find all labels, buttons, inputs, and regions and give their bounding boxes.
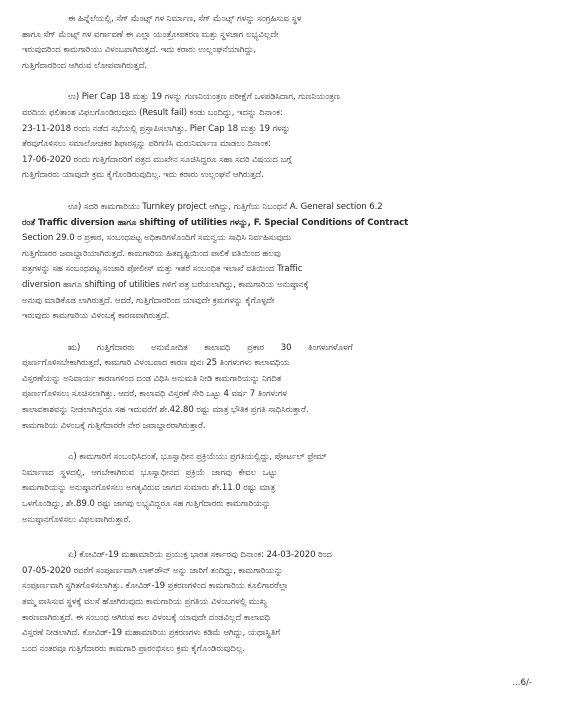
text-line: ಬಂದ ನಂತರವೂ ಗುತ್ತಿಗೆದಾರರು ಕಾಮಗಾರಿ ಪ್ರಾರಂಭಿಸಲು ಕ್ರಮ ಕೈಗೊಂಡಿರುವುದಿಲ್ಲ. [22, 643, 246, 654]
paragraph-e-land [22, 450, 542, 528]
text-line: ವಿಸ್ತರಣೆಯನ್ನು ಅನಿವಾರ್ಯ ಕಾರಣಗಳಿಂದ ದಂಡ ವಿಧಿಸಿ ಅನುಮತಿ ನೀಡಿ ಕಾಮಗಾರಿಯನ್ನು ನಿಗದಿತ [22, 373, 282, 384]
text-line: ಪೂರ್ಣಗೊಳಿಸಲು ಸೂಚಿಸಲಾಗಿತ್ತು. ಆದರೆ, ಕಾಲಾವಧಿ ವಿಸ್ತರಣೆ ಸೇರಿ ಒಟ್ಟು 4 ವರ್ಷ 7 ತಿಂಗಳುಗಳ [22, 389, 287, 400]
text-line: ಕಾಮಗಾರಿಯನ್ನು ಅನುಷ್ಠಾನಗೊಳಿಸಲು ಅಗತ್ಯವಿರುವ ಜಾಗದ ಸುಮಾರು ಶೇ.11.0 ರಷ್ಟು ಮಾತ್ರ [22, 483, 276, 494]
text-line: ಊ) ಸದರಿ ಕಾಮಗಾರಿಯು Turnkey project ಆಗಿದ್ದು, ಗುತ್ತಿಗೆಯ ನಿಬಂಧನೆ A. General section 6.2 [68, 201, 383, 212]
text-line: ನಿರ್ಮಾಣದ ಸ್ಥಳದಲ್ಲಿ, ಆಗಬೇಕಾಗಿರುವ ಭೂಸ್ವಾಧೀನದ ಪ್ರಕ್ರಿಯೆ ಜಾಗವು ಕೇವಲ ಒಟ್ಟು [22, 467, 278, 478]
text-line: ಕಾಮಗಾರಿಯ ವಿಳಂಬಕ್ಕೆ ಗುತ್ತಿಗೆದಾರರೇ ನೇರ ಜವಾಬ್ದಾರರಾಗಿರುತ್ತಾರೆ. [22, 420, 206, 431]
text-line: ಪತ್ರಗಳನ್ನು ಸಹ ಸಂಬಂಧಪಟ್ಟ ಸಂಚಾರಿ ಪೋಲೀಸ್ ಮತ್ತು ಇತರೆ ಸಂಬಂಧಿತ ಇಲಾಖೆ ವತಿಯಿಂದ Traffic [22, 264, 303, 275]
text-line: ಏ) ಕೋವಿಡ್-19 ಮಹಾಮಾರಿಯ ಪ್ರಯುಕ್ತ ಭಾರತ ಸರ್ಕಾರವು ದಿನಾಂಕ: 24-03-2020 ರಿಂದ [68, 550, 332, 561]
text-line: ಗುತ್ತಿಗೆದಾರರಿಂದ ಆಗಿರುವ ಲೋಪವಾಗಿರುತ್ತದೆ. [22, 60, 148, 71]
paragraph-ee-covid [22, 548, 542, 657]
text-line: ಈ ಹಿನ್ನೆಲೆಯಲ್ಲಿ, ಸೆಗ್ ಮೆಂಟ್ಸ್ ಗಳ ನಿರ್ಮಾಣ, ಸೆಗ್ ಮೆಂಟ್ಸ್ ಗಳನ್ನು ಸಂಗ್ರಹಿಸುವ ಸ್ಥಳ [68, 14, 302, 24]
text-line: ಸಂಪೂರ್ಣವಾಗಿ ಸ್ಥಗಿತಗೊಳಿಸಲಾಗಿತ್ತು. ಕೋವಿಡ್-19 ಪ್ರಕರಣಗಳಿಂದ ಕಾಮಗಾರಿಯ ಕೂಲಿಗಾರರೆಲ್ಲಾ [22, 581, 289, 592]
text-line: ಗುತ್ತಿಗೆದಾರರು ಯಾವುದೇ ಕ್ರಮ ಕೈಗೊಂಡಿರುವುದಿಲ್ಲ. ಇದು ಕರಾರು ಉಲ್ಲಂಘನೆ ಆಗಿರುತ್ತದೆ. [22, 170, 264, 181]
paragraph-ru-timeline [22, 341, 542, 435]
text-line: ವರದಿಯ ಫಲಿತಾಂಶ ವಿಫಲಗೊಂಡಿರುವುದು (Result fail) ಕಂಡು ಬಂದಿದ್ದು, ಇದನ್ನು ದಿನಾಂಕ: [22, 107, 283, 118]
text-line: 23-11-2018 ರಂದು ನಡೆದ ಸಭೆಯಲ್ಲಿ ಪ್ರಸ್ತಾಪಿಸಲಾಗಿತ್ತು. Pier Cap 18 ಮತ್ತು 19 ಗಳನ್ನು [22, 123, 291, 134]
text-line: ವಿಸ್ತರಣೆ ನೀಡಲಾಗಿದೆ. ಕೋವಿಡ್-19 ಮಹಾಮಾರಿಯ ಪ್ರಕರಣಗಳು ಕಡಿಮೆ ಆಗಿದ್ದು, ಯಥಾಸ್ಥಿತಿಗೆ [22, 628, 281, 639]
text-line: ಇರುವುದರಿಂದ ಕಾಮಗಾರಿಯು ವಿಳಂಬವಾಗಿರುತ್ತದೆ. ಇದು ಕರಾರು ಉಲ್ಲಂಘನೆಯಾಗಿದ್ದು, [22, 45, 256, 56]
text-line: Section 29.0 ರ ಪ್ರಕಾರ, ಸಂಬಂಧಪಟ್ಟ ಅಧಿಕಾರಿಗಳೊಂದಿಗೆ ಸಮನ್ವಯ ಸಾಧಿಸಿ ನಿರ್ವಹಿಸುವುದು [22, 233, 292, 244]
text-line: ಕಾರಣವಾಗಿರುತ್ತದೆ. ಈ ಸಂಬಂಧ ಆಗಿರುವ ಕಾಲ ವಿಳಂಬಕ್ಕೆ ಯಾವುದೇ ದಂಡವಿಲ್ಲದೆ ಕಾಲಾವಧಿ [22, 612, 271, 623]
text-line: ಗುತ್ತಿಗೆದಾರರ ಜವಾಬ್ದಾರಿಯಾಗಿರುತ್ತದೆ. ಕಾಮಗಾರಿಯ ಹಿತದೃಷ್ಟಿಯಿಂದ ಪಾಲಿಕೆ ವತಿಯಿಂದ ಹಲವು [22, 248, 281, 259]
text-line: 17-06-2020 ರಂದು ಗುತ್ತಿಗೆದಾರರಿಗೆ ಪತ್ರದ ಮುಖೇನ ಸೂಚಿಸಿದ್ದರೂ ಸಹಾ ಸದರಿ ವಿಷಯದ ಬಗ್ಗೆ [22, 154, 292, 165]
paragraph-intro [22, 12, 542, 74]
text-line: ಅನುಷ್ಠಾನಗೊಳಿಸಲು ವಿಫಲವಾಗಿರುತ್ತಾರೆ. [22, 514, 131, 525]
paragraph-u-pier-cap [22, 90, 542, 184]
text-line: ಪೂರ್ಣಗೊಳಿಸಬೇಕಾಗಿರುತ್ತದೆ, ಕಾಮಗಾರಿ ವಿಳಂಬವಾದ ಕಾರಣ ಪುನಃ 25 ತಿಂಗಳುಗಳು ಕಾಲಾವಧಿಯ [22, 358, 290, 369]
paragraph-uu-turnkey [22, 200, 542, 325]
text-line: ಅನುವು ಮಾಡಿಕೊಡ ಲಾಗಿರುತ್ತದೆ. ಆದರೆ, ಗುತ್ತಿಗೆದಾರರಿಂದ ಯಾವುದೇ ಕ್ರಮಗಳನ್ನು ಕೈಗೊಳ್ಳದೇ [22, 295, 275, 306]
text-line: 07-05-2020 ರವರೆಗೆ ಸಂಪೂರ್ಣವಾಗಿ ಲಾಕ್‌ಡೌನ್ ಅನ್ನು ಜಾರಿಗೆ ತಂದಿದ್ದು, ಕಾಮಗಾರಿಯನ್ನು [22, 565, 283, 576]
text-line: ಇರುವುದು ಕಾಮಗಾರಿಯ ವಿಳಂಬಕ್ಕೆ ಕಾರಣವಾಗಿರುತ್ತದೆ. [22, 311, 170, 322]
text-line: ಎ) ಕಾಮಗಾರಿಗೆ ಸಂಬಂಧಿಸಿದಂತೆ, ಭೂಸ್ವಾಧೀನ ಪ್ರಕ್ರಿಯೆಯು ಪ್ರಗತಿಯಲ್ಲಿದ್ದು, ಪೋರ್ಟಲ್ ಫ್ರೇಮ್ [68, 452, 327, 463]
text-line: ಒಳಗೊಂಡಿದ್ದು, ಶೇ.89.0 ರಷ್ಟು ಜಾಗವು ಲಭ್ಯವಿದ್ದರೂ ಸಹ ಗುತ್ತಿಗೆದಾರರು ಕಾಮಗಾರಿಯನ್ನು [22, 499, 271, 510]
text-line: ಹಾಗೂ ಸೆಗ್ ಮೆಂಟ್ಸ್ ಗಳ ವರ್ಗಾವಣೆ ಈ ಎಲ್ಲಾ ಯಂತ್ರೋಪಕರಣ ಮತ್ತು ಸ್ಥಳಜಾಗ ಲಭ್ಯವಿಲ್ಲದೇ [22, 29, 279, 40]
text-line: diversion ಹಾಗೂ shifting of utilities ಗಳಿಗೆ ಪತ್ರ ಬರೆಯಲಾಗಿದ್ದು, ಕಾಮಗಾರಿಯ ಅನುಷ್ಠಾನಕ್ಕೆ [22, 279, 309, 290]
page-continuation-marker: ...6/- [512, 678, 532, 688]
text-line: ಋ) ಗುತ್ತಿಗೆದಾರರು ಅನುಮೋದಿತ ಕಾಲಾವಧಿ ಪ್ರಕಾರ 30 ತಿಂಗಳುಗಳೊಳಗೆ [68, 342, 353, 353]
text-line: ರಂತೆ Traffic diversion ಹಾಗೂ shifting of utilities ಗಳನ್ನು, F. Special Conditions of Contract [22, 217, 409, 228]
text-line: ಉ) Pier Cap 18 ಮತ್ತು 19 ಗಳನ್ನು ಗುಣನಿಯಂತ್ರಣ ಪರೀಕ್ಷೆಗೆ ಒಳಪಡಿಸಿದಾಗ, ಗುಣನಿಯಂತ್ರಣ [68, 92, 340, 103]
text-line: ತಮ್ಮ ವಾಸಿಸುವ ಸ್ಥಳಕ್ಕೆ ವಲಸೆ ಹೋಗಿರುವುದು ಕಾಮಗಾರಿಯ ಪ್ರಗತಿಯ ವಿಳಂಬಗಳಲ್ಲಿ ಮುಖ್ಯ [22, 597, 267, 607]
text-line: ತೆರವುಗೊಳಿಸಲು ಸಮಾಲೋಚಕರ ಶಿಫಾರಸ್ಸನ್ನು ಪರಿಗಣಿಸಿ ಮರುನಿರ್ಮಾಣ ಮಾಡಲು ದಿನಾಂಕ: [22, 139, 271, 150]
text-line: ಕಾಲಾವಕಾಶವನ್ನು ನೀಡಲಾಗಿದ್ದರೂ ಸಹ ಇದುವರೆಗೆ ಶೇ.42.80 ರಷ್ಟು ಮಾತ್ರ ಭೌತಿಕ ಪ್ರಗತಿ ಸಾಧಿಸಿರುತ್ತಾರೆ. [22, 405, 309, 416]
